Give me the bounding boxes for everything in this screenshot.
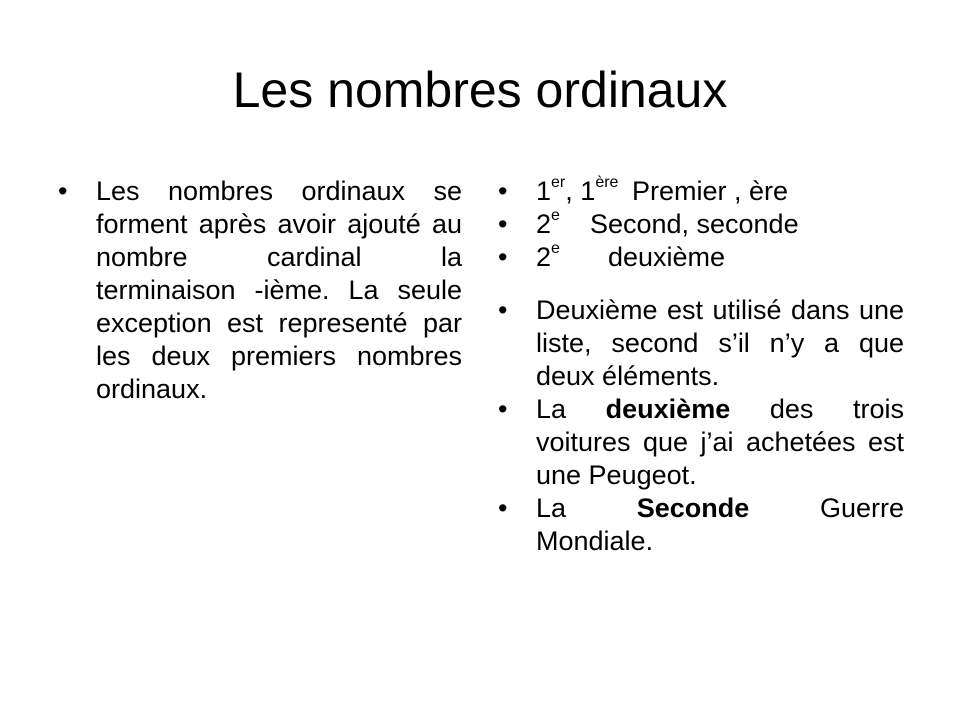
ordinal-second-bullet — [498, 208, 904, 241]
ordinal-word: Second, seconde — [589, 209, 799, 239]
emphasis-word: deuxième — [605, 394, 731, 424]
ordinal-first-bullet — [498, 175, 904, 208]
ordinal-suffix: ère — [595, 174, 619, 191]
ordinal-word: Premier , ère — [631, 176, 788, 206]
ordinal-second-alt-bullet — [498, 241, 904, 274]
rule-bullet: • Les nombres ordinaux se forment après avoir ajouté au nombre cardinal la terminaison -ième. La seule exception est representé par les deux premiers nombres ordinaux. — [58, 175, 462, 406]
ordinal-number: 2 — [536, 242, 552, 272]
example-car-bullet: • La deuxième des trois voitures que j’ai achetées est une Peugeot. — [498, 393, 904, 492]
usage-bullet: • Deuxième est utilisé dans une liste, second s’il n’y a que deux éléments. — [498, 294, 904, 393]
ordinal-number: 2 — [536, 209, 552, 239]
ordinal-suffix: er — [551, 174, 566, 191]
ordinal-number: 1 — [580, 176, 596, 206]
ordinal-suffix: e — [551, 207, 560, 224]
example-war-bullet: • La Seconde Guerre Mondiale. — [498, 492, 904, 558]
slide-title: Les nombres ordinaux — [232, 62, 728, 118]
emphasis-word: Seconde — [636, 493, 750, 523]
ordinal-suffix: e — [551, 240, 560, 257]
ordinal-separator: , — [565, 176, 581, 206]
left-column — [58, 175, 462, 406]
ordinal-word: deuxième — [607, 242, 726, 272]
ordinal-number: 1 — [536, 176, 552, 206]
right-column — [498, 175, 904, 558]
